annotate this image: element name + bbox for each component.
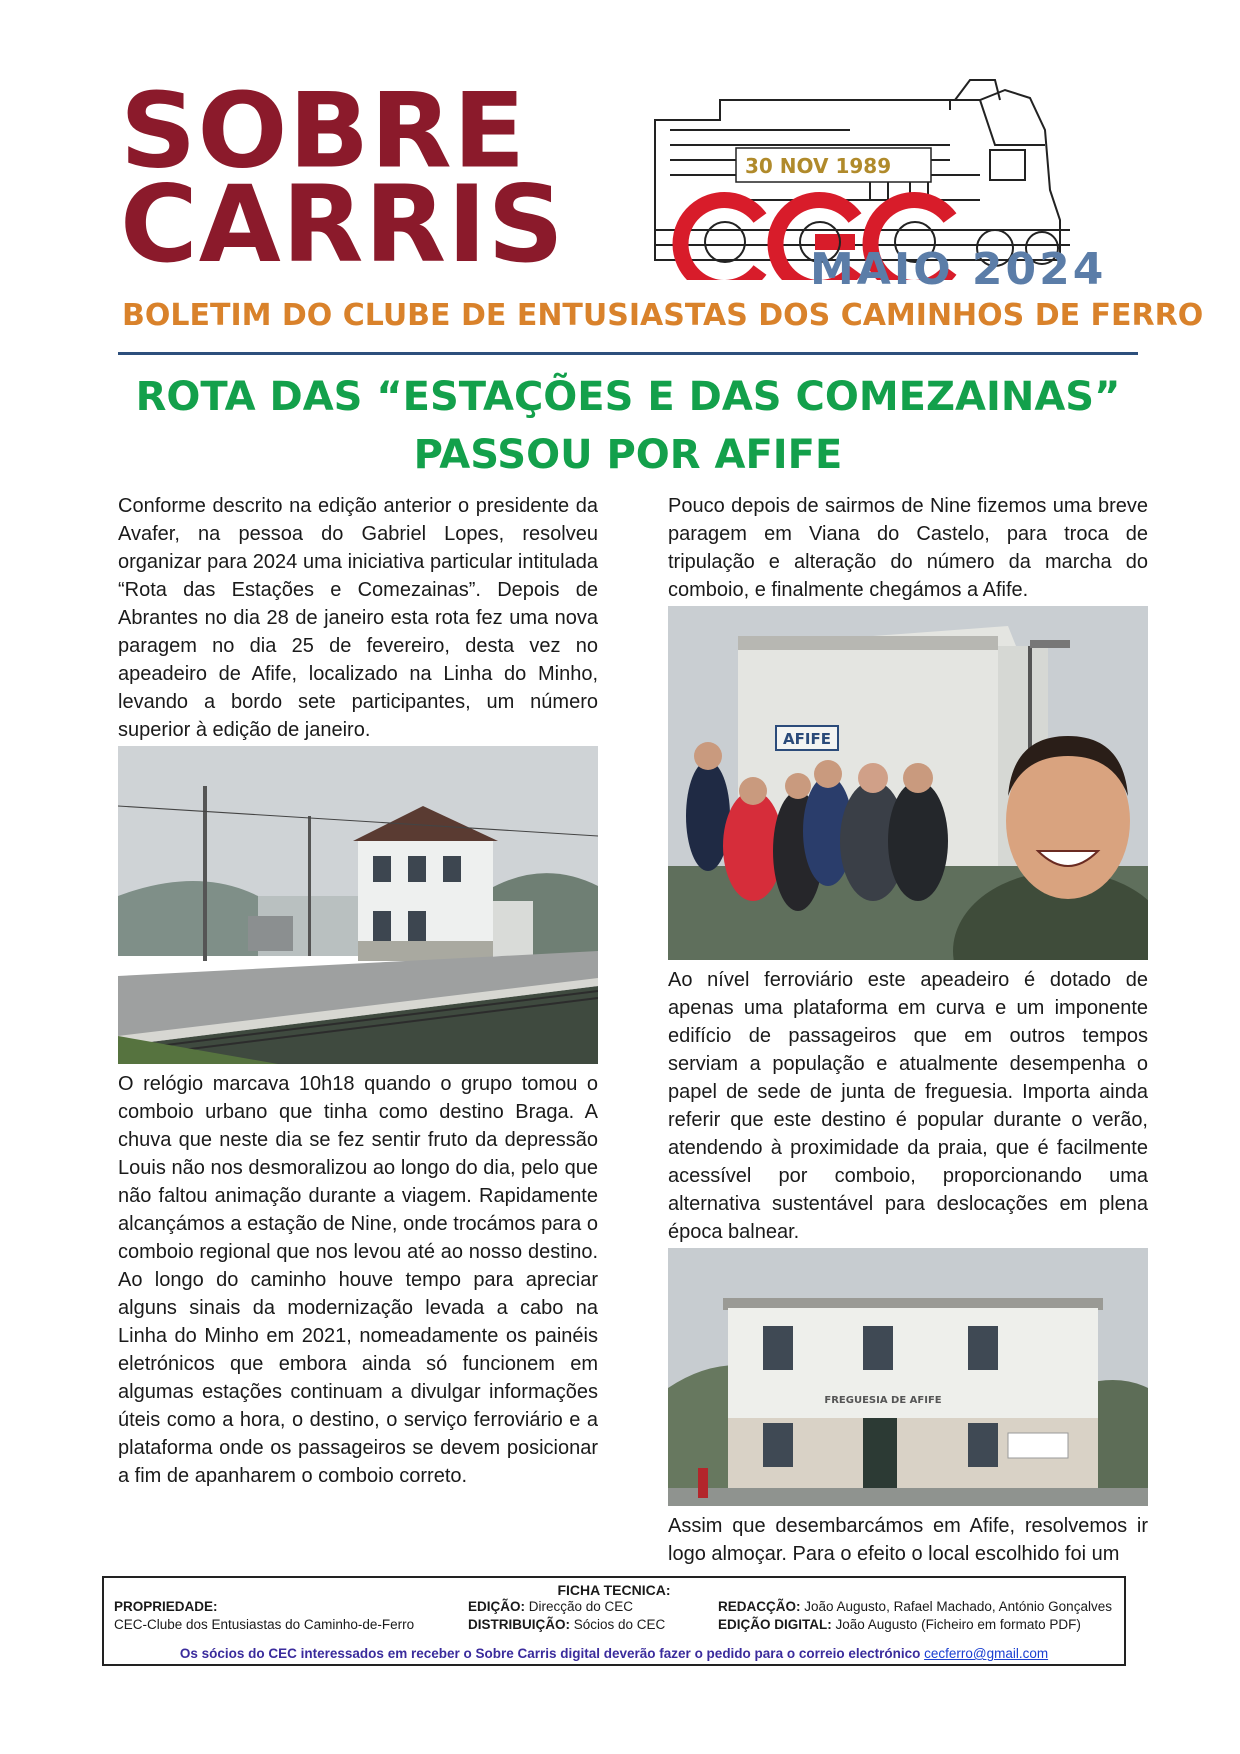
masthead-divider [118, 352, 1138, 355]
paragraph: Conforme descrito na edição anterior o presidente da Avafer, na pessoa do Gabriel Lopes, resolveu organizar para 2024 uma iniciativa particular intitulada “Rota das Estações e Comezainas”. Depois de Abrantes no dia 28 de janeiro esta rota fez uma nova paragem no dia 25 de fevereiro, desta vez no apeadeiro de Afife, localizado na Linha do Minho, levando a bordo sete participantes, um número superior à edição de janeiro. [118, 495, 598, 741]
edicao: EDIÇÃO: Direcção do CEC DISTRIBUIÇÃO: Sócios do CEC [468, 1599, 666, 1632]
logo-carris: CARRIS [120, 163, 565, 286]
photo-station-platform [118, 746, 598, 1064]
subscription-note: Os sócios do CEC interessados em receber o Sobre Carris digital deverão fazer o pedido para o correio electrónico cecferro@gmail.com [179, 1646, 1049, 1661]
ficha-tecnica [102, 1576, 1126, 1666]
headline-line-2: PASSOU POR AFIFE [413, 432, 843, 478]
article-headline [118, 368, 1138, 484]
masthead-subtitle: BOLETIM DO CLUBE DE ENTUSIASTAS DOS CAMINHOS DE FERRO [122, 298, 1204, 333]
email-link[interactable]: cecferro@gmail.com [924, 1646, 1049, 1661]
paragraph: Pouco depois de sairmos de Nine fizemos uma breve paragem em Viana do Castelo, para troca de tripulação e alteração do número da marcha do comboio, e finalmente chegámos a Afife. [668, 495, 1148, 601]
photo-group-selfie [668, 606, 1148, 960]
afife-sign-text: AFIFE [783, 730, 831, 748]
emblem-date: 30 NOV 1989 [745, 154, 892, 178]
article-right-column [668, 492, 1148, 1568]
issue-date: MAIO 2024 [810, 244, 1107, 295]
photo-station-building [668, 1248, 1148, 1506]
article-left-column [118, 492, 598, 1490]
headline-line-1: ROTA DAS “ESTAÇÕES E DAS COMEZAINAS” [135, 374, 1121, 420]
redaccao: REDACÇÃO: João Augusto, Rafael Machado, António Gonçalves EDIÇÃO DIGITAL: João Augusto (Ficheiro em formato PDF) [718, 1599, 1112, 1632]
logo-sobre: SOBRE [120, 70, 527, 191]
paragraph: O relógio marcava 10h18 quando o grupo tomou o comboio urbano que tinha como destino Braga. A chuva que neste dia se fez sentir fruto da depressão Louis não nos desmoralizou ao longo do dia, pelo que não faltou animação durante a viagem. Rapidamente alcançámos a estação de Nine, onde trocámos para o comboio regional que nos levou até ao nosso destino. Ao longo do caminho houve tempo para apreciar alguns sinais da modernização levada a cabo na Linha do Minho em 2021, nomeadamente os painéis eletrónicos que embora ainda só funcionem em algumas estações continuam a divulgar informações úteis como a hora, o destino, o serviço ferroviário e a plataforma onde os passageiros se devem posicionar a fim de apanharem o comboio correto. [118, 1073, 598, 1487]
masthead [120, 50, 1204, 340]
paragraph: Assim que desembarcámos em Afife, resolvemos ir logo almoçar. Para o efeito o local escolhido foi um [668, 1515, 1148, 1565]
paragraph: Ao nível ferroviário este apeadeiro é dotado de apenas uma plataforma em curva e um imponente edifício de passageiros que em outros tempos serviam a população e atualmente desempenha o papel de sede de junta de freguesia. Importa ainda referir que este destino é popular durante o verão, atendendo à proximidade da praia, que é facilmente acessível por comboio, proporcionando uma alternativa sustentável para deslocações em plena época balnear. [668, 969, 1148, 1243]
freguesia-sign-text: FREGUESIA DE AFIFE [824, 1395, 942, 1406]
propriedade: PROPRIEDADE: CEC-Clube dos Entusiastas do Caminho-de-Ferro [114, 1599, 415, 1632]
ficha-tecnica-title: FICHA TECNICA: [557, 1582, 671, 1598]
